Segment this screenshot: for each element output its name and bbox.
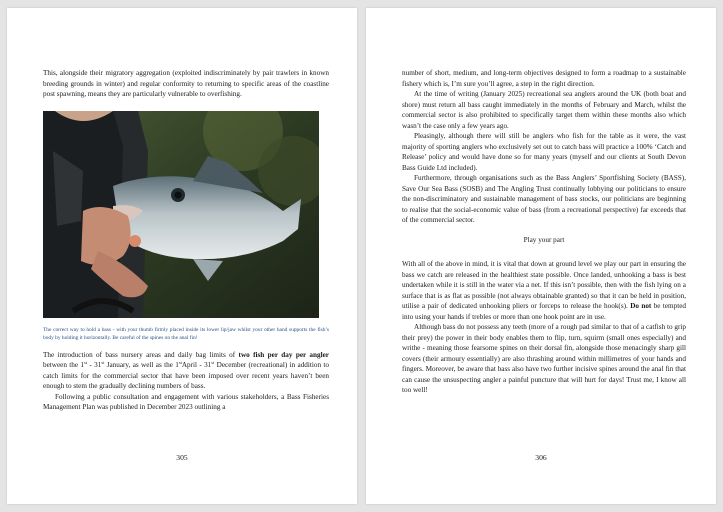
bag-limits-text-5: April - 31	[181, 361, 212, 369]
superscript-st-4: st	[211, 360, 215, 365]
superscript-st-2: st	[101, 360, 105, 365]
photo-caption: The correct way to hold a bass - with your thumb firmly placed inside its lower lip/jaw whilst your other hand supports the fish’s body by holding it horizontally. Be careful of the spines on the anal fin!	[43, 326, 329, 341]
right-page-content	[402, 68, 686, 396]
bass-photo	[43, 111, 319, 318]
bag-limits-text-1: The introduction of bass nursery areas and daily bag limits of	[43, 350, 239, 359]
section-heading: Play your part	[523, 235, 565, 244]
time-of-writing-paragraph: At the time of writing (January 2025) recreational sea anglers around the UK (both boat and shore) must return all bass caught immediately in the months of February and March, whilst the commercial sector is also prohibited to specifically target them within these months also which wasn’t the case only a few years ago.	[402, 90, 686, 130]
page-number-left: 305	[176, 453, 188, 462]
intro-paragraph: This, alongside their migratory aggregation (exploited indiscriminately by pair trawlers in known breeding grounds in winter) and regular conformity to returning to specific areas of the coastline post spawning, means they are particularly vulnerable to overfishing.	[43, 69, 329, 98]
organisations-paragraph: Furthermore, through organisations such as the Bass Anglers’ Sportfishing Society (BASS), Save Our Sea Bass (SOSB) and The Angling Trust continually lobbying our politicians to ensure the non-discriminatory and sustainable management of bass stocks, our politicians are beginning to realise that the social-economic value of bass (from a recreational perspective) far exceeds that of the commercial sector.	[402, 174, 686, 224]
management-plan-paragraph: Following a public consultation and engagement with various stakeholders, a Bass Fisheries Management Plan was published in December 2023 outlining a	[43, 392, 329, 411]
bag-limits-text-2: between the 1	[43, 361, 85, 369]
left-page-content	[43, 68, 329, 413]
unhooking-text-2: be tempted into using your hands if trebles or more than one hook point are in use.	[402, 302, 687, 321]
right-page	[366, 8, 716, 504]
bag-limits-text-4: January, as well as the 1	[104, 361, 179, 369]
bag-limits-paragraph	[43, 350, 329, 392]
superscript-st-1: st	[84, 360, 88, 365]
page-number-right: 306	[535, 453, 547, 462]
superscript-st-3: st	[178, 360, 182, 365]
roadmap-paragraph: number of short, medium, and long-term objectives designed to form a roadmap to a sustainable fishery which is, I’m sure you’ll agree, a step in the right direction.	[402, 69, 686, 88]
unhooking-bold: Do not	[630, 302, 652, 310]
left-page	[7, 8, 357, 504]
unhooking-paragraph	[402, 259, 686, 322]
spines-paragraph: Although bass do not possess any teeth (more of a rough pad similar to that of a catfish to grip their prey) the power in their body enables them to flip, turn, squirm (small ones especially) and writhe - meaning those fearsome spines on their dorsal fin, alongside those menacingly sharp gill covers (their armoury essentially) are also thrashing around within millimetres of your hands and fingers. Moreover, be aware that bass also have two further incisive spines around the anal fin that can cause the unsuspecting angler a painful puncture that will hurt for days! Trust me, I know all too well!	[402, 323, 686, 394]
bag-limits-text-3: - 31	[87, 361, 102, 369]
bag-limits-bold: two fish per day per angler	[238, 350, 329, 359]
bass-photo-image	[43, 111, 319, 318]
unhooking-text-1: With all of the above in mind, it is vital that down at ground level we play our part in ensuring the bass we catch are released in the healthiest state possible. Once landed, unhooking a bass is best undertaken while it is still in the water via a net. If this isn’t possible, then with the fish lying on a surface that is as flat as possible (not always obtainable granted) so that it can be held in position, utilise a pair of dedicated unhooking pliers or forceps to release the hook(s).	[402, 260, 686, 310]
catch-release-paragraph: Pleasingly, although there will still be anglers who fish for the table as it were, the vast majority of sporting anglers who exclusively set out to catch bass will practice a 100% ‘Catch and Release’ policy and would have done so for many years (myself and our clients at South Devon Bass Guide Ltd included).	[402, 132, 686, 172]
bag-limits-text-6: December (recreational) in addition to catch limits for the commercial sector that have been imposed over recent years haven’t been enough to stem the gradually declining numbers of bass.	[43, 361, 329, 390]
